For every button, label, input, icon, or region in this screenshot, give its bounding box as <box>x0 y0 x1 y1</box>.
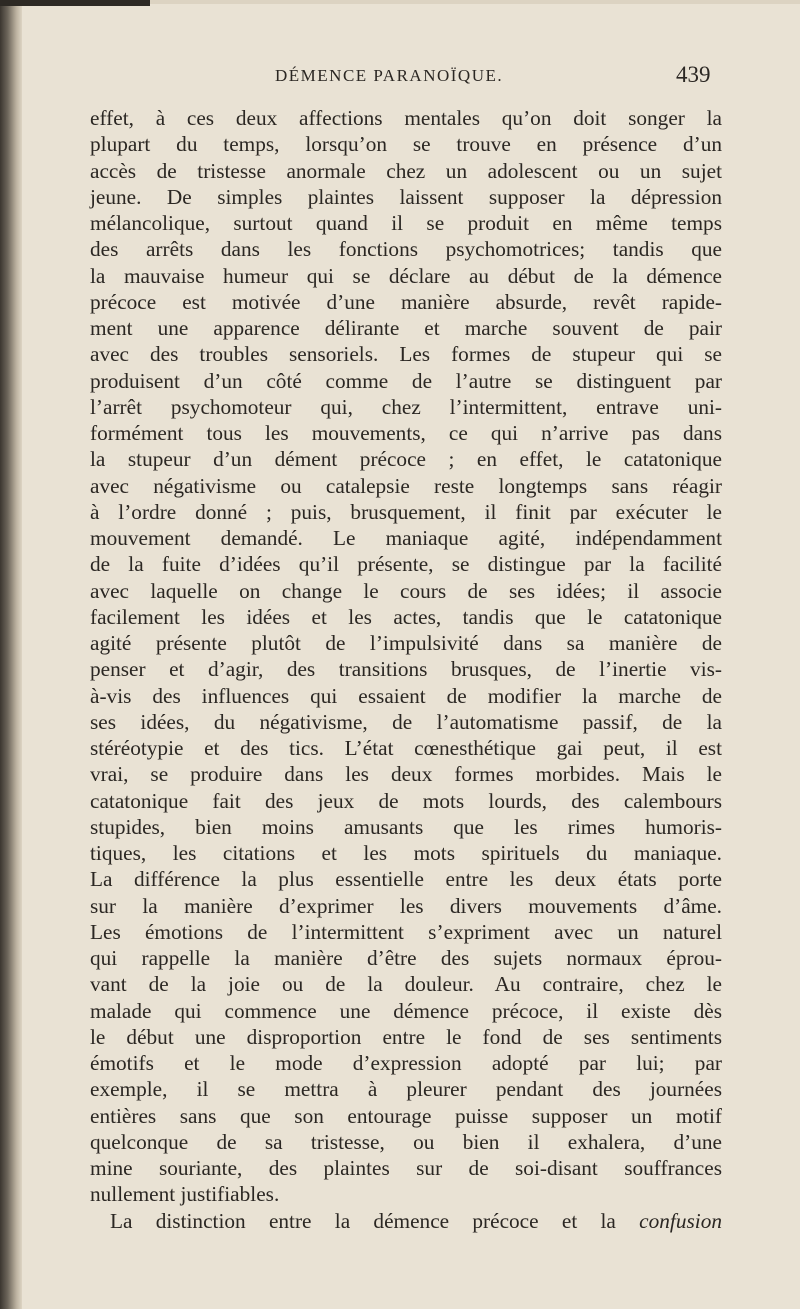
text-line: stéréotypie et des tics. L’état cœnesthétique gai peut, il est <box>90 736 722 760</box>
text-line: Les émotions de l’intermittent s’expriment avec un naturel <box>90 919 722 944</box>
running-title: DÉMENCE PARANOÏQUE. <box>275 66 504 85</box>
body-text <box>90 105 722 1234</box>
text-line: jeune. De simples plaintes laissent supposer la dépression <box>90 184 722 209</box>
text-line: entières sans que son entourage puisse supposer un motif <box>90 1103 722 1128</box>
text-line: nullement justifiables. <box>90 1182 280 1207</box>
text-line: ses idées, du négativisme, de l’automatisme passif, de la <box>90 709 722 734</box>
text-line: précoce est motivée d’une manière absurde, revêt rapide- <box>90 289 722 314</box>
text-line: vrai, se produire dans les deux formes morbides. Mais le <box>90 762 722 787</box>
text-line: la mauvaise humeur qui se déclare au début de la démence <box>90 263 722 288</box>
text-line: agité présente plutôt de l’impulsivité dans sa manière de <box>90 631 722 655</box>
text-line: mouvement demandé. Le maniaque agité, indépendamment <box>90 526 722 550</box>
final-line-text: La distinction entre la démence précoce et la <box>110 1208 616 1233</box>
page-number: 439 <box>676 62 711 87</box>
text-line: avec laquelle on change le cours de ses idées; il associe <box>90 578 722 603</box>
text-line: tiques, les citations et les mots spirituels du maniaque. <box>90 841 722 865</box>
text-line: avec des troubles sensoriels. Les formes de stupeur qui se <box>90 342 722 367</box>
text-line: des arrêts dans les fonctions psychomotrices; tandis que <box>90 237 722 262</box>
binding-gutter <box>0 0 22 1309</box>
text-line: de la fuite d’idées qu’il présente, se distingue par la facilité <box>90 552 722 577</box>
text-line: l’arrêt psychomoteur qui, chez l’intermittent, entrave uni- <box>90 394 722 419</box>
text-line: qui rappelle la manière d’être des sujets normaux éprou- <box>90 946 722 970</box>
text-line: plupart du temps, lorsqu’on se trouve en présence d’un <box>90 132 722 157</box>
text-line: à-vis des influences qui essaient de modifier la marche de <box>90 683 722 708</box>
text-line: la stupeur d’un dément précoce ; en effet, le catatonique <box>90 447 722 472</box>
page-header <box>0 62 800 96</box>
text-line: malade qui commence une démence précoce, il existe dès <box>90 998 722 1023</box>
text-line: stupides, bien moins amusants que les rimes humoris- <box>90 814 722 839</box>
text-line: effet, à ces deux affections mentales qu’on doit songer la <box>90 106 722 130</box>
text-line: le début une disproportion entre le fond de ses sentiments <box>90 1024 722 1049</box>
text-line: mélancolique, surtout quand il se produit en même temps <box>90 211 722 235</box>
page-edge-shadow <box>0 0 150 6</box>
text-line: facilement les idées et les actes, tandis que le catatonique <box>90 604 722 629</box>
text-line: formément tous les mouvements, ce qui n’arrive pas dans <box>90 421 722 445</box>
text-line: La différence la plus essentielle entre les deux états porte <box>90 867 722 892</box>
text-line: catatonique fait des jeux de mots lourds, des calembours <box>90 788 722 813</box>
text-line: vant de la joie ou de la douleur. Au contraire, chez le <box>90 972 722 997</box>
text-line: avec négativisme ou catalepsie reste longtemps sans réagir <box>90 473 722 498</box>
text-line: ment une apparence délirante et marche souvent de pair <box>90 316 722 340</box>
text-line: émotifs et le mode d’expression adopté par lui; par <box>90 1051 722 1075</box>
text-line: produisent d’un côté comme de l’autre se distinguent par <box>90 368 722 393</box>
text-line-final <box>90 1208 722 1234</box>
text-line: mine souriante, des plaintes sur de soi-disant souffrances <box>90 1156 722 1180</box>
text-line: exemple, il se mettra à pleurer pendant des journées <box>90 1077 722 1102</box>
text-line: à l’ordre donné ; puis, brusquement, il finit par exécuter le <box>90 499 722 524</box>
text-line: accès de tristesse anormale chez un adolescent ou un sujet <box>90 158 722 183</box>
italic-term: confusion <box>639 1208 722 1233</box>
text-line: penser et d’agir, des transitions brusques, de l’inertie vis- <box>90 657 722 682</box>
text-line: quelconque de sa tristesse, ou bien il exhalera, d’une <box>90 1129 722 1154</box>
text-line: sur la manière d’exprimer les divers mouvements d’âme. <box>90 893 722 918</box>
